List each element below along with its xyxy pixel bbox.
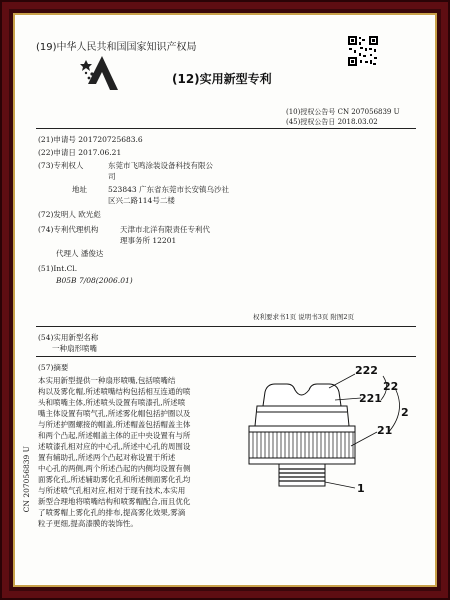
figure-label: 22 xyxy=(383,380,399,393)
abstract-line: 与所述护圈螺接的帽盖,所述帽盖包括帽盖主体 xyxy=(38,420,191,429)
abstract-line: 述喷漆孔相对应的中心孔,所述中心孔的周围设 xyxy=(38,442,191,451)
cnipa-logo-icon xyxy=(80,52,124,96)
int-cl-label: (51)Int.Cl. xyxy=(38,264,78,273)
patentee-line-1: 东莞市飞鸣涂装设备科技有限公 xyxy=(108,161,213,170)
int-cl-value: B05B 7/08(2006.01) xyxy=(56,276,133,285)
qr-code-icon xyxy=(348,36,378,66)
page-counts: 权利要求书1页 说明书3页 附图2页 xyxy=(253,313,355,321)
biblio-divider xyxy=(36,326,416,327)
figure-label: 2 xyxy=(401,406,409,419)
agency-label: (74)专利代理机构 xyxy=(38,225,99,234)
agent: 代理人 潘俊达 xyxy=(56,249,104,258)
abstract-line: 中心孔的两侧,两个所述凸起的内侧均设置有侧 xyxy=(38,464,191,473)
abstract-line: 嘴主体设置有喷气孔,所述雾化帽包括护圈以及 xyxy=(38,409,191,418)
agency-line-2: 理事务所 12201 xyxy=(120,236,177,245)
patent-page xyxy=(16,16,434,584)
figure-label: 21 xyxy=(377,424,393,437)
abstract-line: 构以及雾化帽,所述喷嘴结构包括相互连通的喷 xyxy=(38,387,191,396)
abstract-line: 头和喷嘴主体,所述喷头设置有喷漆孔,所述喷 xyxy=(38,398,186,407)
title-label: (54)实用新型名称 xyxy=(38,333,99,342)
abstract-label: (57)摘要 xyxy=(38,363,69,372)
application-number: (21)申请号 201720725683.6 xyxy=(38,135,143,144)
abstract-line: 与所述喷气孔相对应,相对于现有技术,本实用 xyxy=(38,486,186,495)
address-line-1: 523843 广东省东莞市长安镇乌沙社 xyxy=(108,185,230,194)
abstract-line: 面雾化孔,所述辅助雾化孔和所述侧面雾化孔均 xyxy=(38,475,191,484)
figure-label: 1 xyxy=(357,482,365,495)
abstract-body xyxy=(38,375,244,529)
address-line-2: 区兴二路114号二楼 xyxy=(108,196,175,205)
abstract-line: 粒子更细,提高漆膜的装饰性。 xyxy=(38,519,138,528)
document-type: (12)实用新型专利 xyxy=(172,72,272,86)
patentee-line-2: 司 xyxy=(108,172,116,181)
figure-label: 221 xyxy=(359,392,382,405)
application-date: (22)申请日 2017.06.21 xyxy=(38,148,122,157)
figure-label: 222 xyxy=(355,364,378,377)
publication-number: (10)授权公告号 CN 207056839 U xyxy=(286,108,400,116)
abstract-line: 新型合理地将喷嘴结构和喷雾帽配合,而且优化 xyxy=(38,497,191,506)
side-publication-number: CN 207056839 U xyxy=(22,446,31,513)
utility-model-title: 一种扇形喷嘴 xyxy=(52,344,97,353)
office-name: (19)中华人民共和国国家知识产权局 xyxy=(36,42,197,53)
address-label: 地址 xyxy=(72,185,87,194)
patentee-label: (73)专利权人 xyxy=(38,161,84,170)
inventor: (72)发明人 欧光彪 xyxy=(38,210,101,219)
nozzle-figure xyxy=(231,354,431,504)
abstract-line: 本实用新型提供一种扇形喷嘴,包括喷嘴结 xyxy=(38,376,176,385)
header-divider xyxy=(36,128,416,129)
abstract-line: 了喷雾帽上雾化孔的排布,提高雾化效果,雾滴 xyxy=(38,508,186,517)
abstract-line: 置有辅助孔,所述两个凸起对称设置于所述 xyxy=(38,453,176,462)
publication-date: (45)授权公告日 2018.03.02 xyxy=(286,118,378,126)
abstract-line: 和两个凸起,所述帽盖主体的正中央设置有与所 xyxy=(38,431,191,440)
agency-line-1: 天津市北洋有限责任专利代 xyxy=(120,225,210,234)
